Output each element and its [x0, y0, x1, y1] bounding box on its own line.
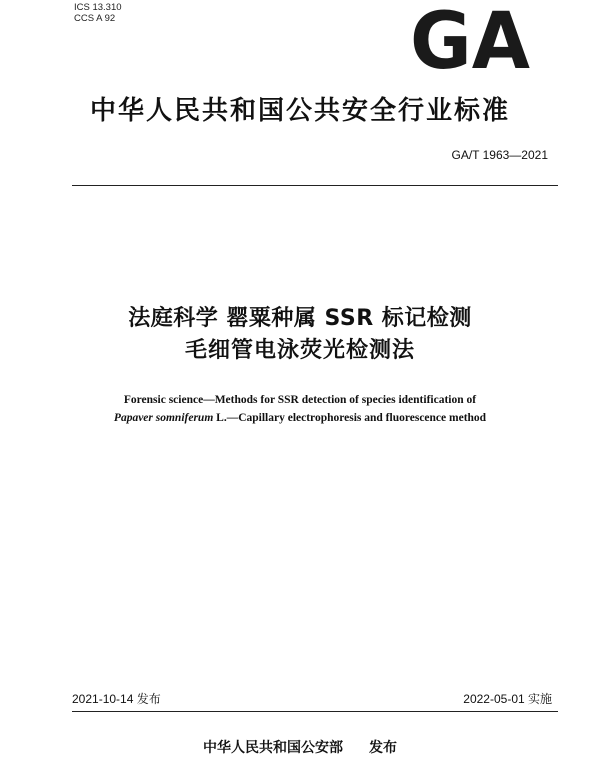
publisher-action: 发布 [369, 740, 397, 756]
title-chinese-line1: 法庭科学 罂粟种属 SSR 标记检测 [128, 306, 472, 331]
org-title: 中华人民共和国公共安全行业标准 [89, 96, 510, 126]
title-english-line2-rest: L.—Capillary electrophoresis and fluorescence method [213, 412, 487, 424]
ga-logo-text: GA [410, 2, 530, 74]
title-english-line2 [0, 409, 600, 427]
publisher-name: 中华人民共和国公安部 [203, 740, 343, 756]
classification-codes [74, 2, 122, 24]
title-english-line1: Forensic science—Methods for SSR detection of species identification of [123, 394, 477, 406]
bottom-divider [72, 711, 558, 712]
standard-number: GA/T 1963—2021 [451, 148, 548, 162]
ccs-code: CCS A 92 [74, 13, 116, 24]
implementation-date: 2022-05-01 实施 [463, 692, 552, 706]
title-chinese-line2: 毛细管电泳荧光检测法 [184, 338, 415, 363]
top-divider [72, 185, 558, 186]
ics-code: ICS 13.310 [74, 2, 122, 13]
publisher [0, 737, 600, 757]
ga-logo [408, 2, 532, 74]
species-name: Papaver somniferum [113, 412, 214, 424]
issue-date: 2021-10-14 发布 [72, 692, 161, 706]
title-english [0, 391, 600, 427]
title-chinese [0, 304, 600, 366]
